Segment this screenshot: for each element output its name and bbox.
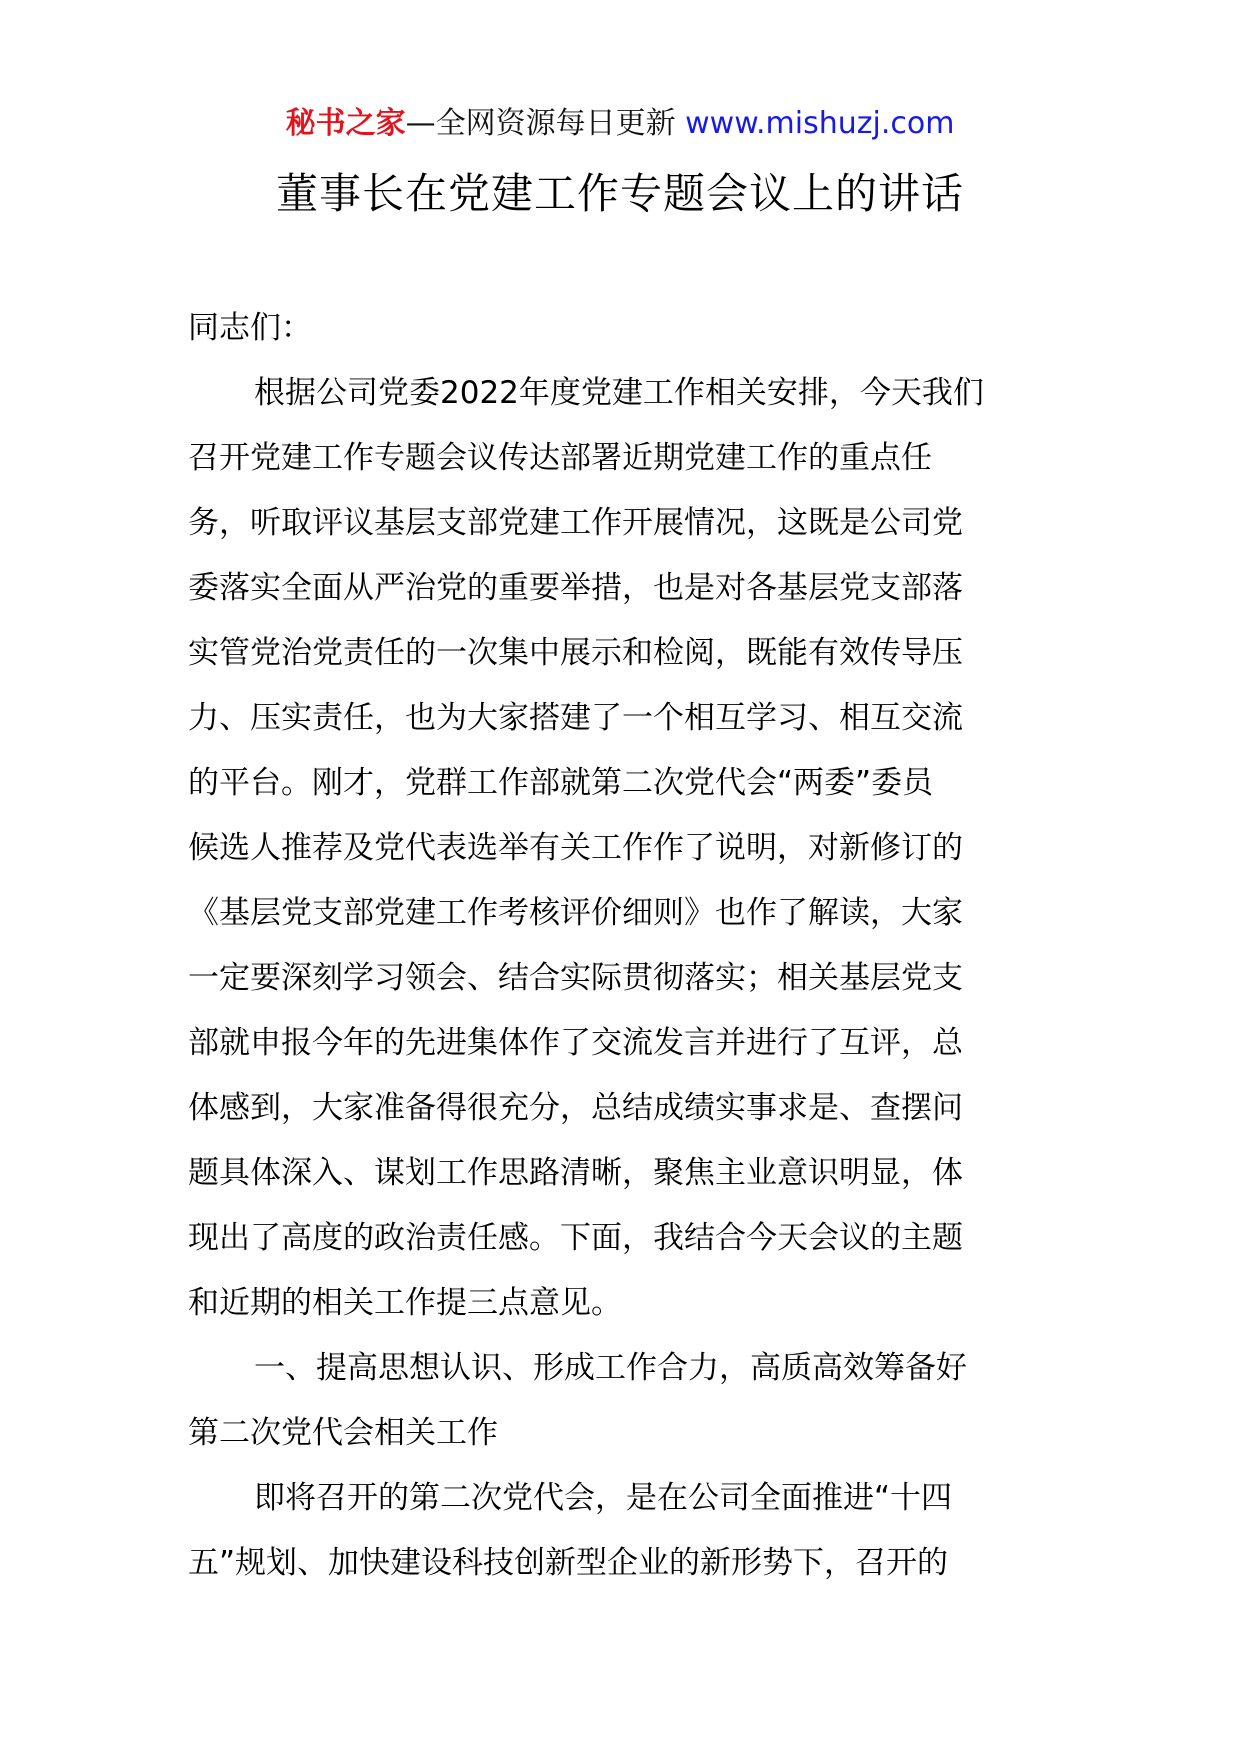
document-title: 董事长在党建工作专题会议上的讲话	[275, 169, 964, 218]
section-heading-1-cont: 第二次党代会相关工作	[188, 1415, 498, 1451]
section-heading-1: 一、提高思想认识、形成工作合力，高质高效筹备好	[254, 1350, 967, 1386]
body-line: 现出了高度的政治责任感。下面，我结合今天会议的主题	[188, 1220, 963, 1256]
site-header	[0, 100, 1240, 148]
body-line: 召开党建工作专题会议传达部署近期党建工作的重点任	[188, 440, 932, 476]
body-line: 力、压实责任，也为大家搭建了一个相互学习、相互交流	[188, 700, 963, 736]
site-brand: 秘书之家	[285, 106, 406, 141]
body-line: 根据公司党委2022年度党建工作相关安排，今天我们	[254, 375, 984, 411]
body-line: 部就申报今年的先进集体作了交流发言并进行了互评，总	[188, 1025, 963, 1061]
body-line: 五”规划、加快建设科技创新型企业的新形势下，召开的	[188, 1545, 949, 1581]
body-line: 务，听取评议基层支部党建工作开展情况，这既是公司党	[188, 505, 963, 541]
document-body	[188, 296, 1050, 1596]
body-line: 实管党治党责任的一次集中展示和检阅，既能有效传导压	[188, 635, 963, 671]
body-line: 体感到，大家准备得很充分，总结成绩实事求是、查摆问	[188, 1090, 963, 1126]
body-line: 题具体深入、谋划工作思路清晰，聚焦主业意识明显，体	[188, 1155, 963, 1191]
body-line: 的平台。刚才，党群工作部就第二次党代会“两委”委员	[188, 765, 934, 801]
salutation: 同志们：	[188, 310, 312, 346]
body-line: 和近期的相关工作提三点意见。	[188, 1285, 622, 1321]
body-line: 《基层党支部党建工作考核评价细则》也作了解读，大家	[188, 895, 963, 931]
site-tagline: —全网资源每日更新	[405, 106, 676, 141]
body-line: 一定要深刻学习领会、结合实际贯彻落实；相关基层党支	[188, 960, 963, 996]
body-line: 候选人推荐及党代表选举有关工作作了说明，对新修订的	[188, 830, 963, 866]
body-line: 即将召开的第二次党代会，是在公司全面推进“十四	[254, 1480, 953, 1516]
body-line: 委落实全面从严治党的重要举措，也是对各基层党支部落	[188, 570, 963, 606]
site-url-link[interactable]: www.mishuzj.com	[685, 106, 955, 141]
